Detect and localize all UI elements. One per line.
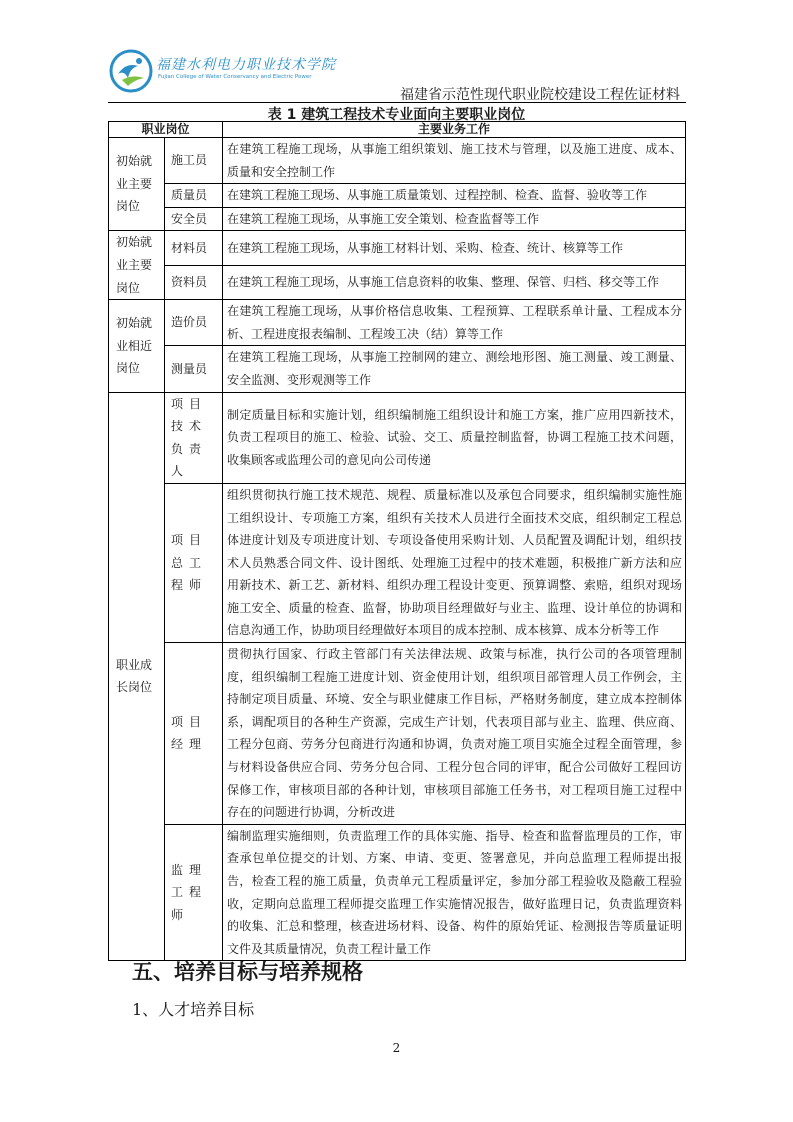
table-row xyxy=(109,483,686,642)
category-cell: 初始就业主要岗位 xyxy=(109,138,165,231)
table-row xyxy=(109,207,686,231)
table-title: 表 1 建筑工程技术专业面向主要职业岗位 xyxy=(267,107,526,123)
section-heading: 五、培养目标与培养规格 xyxy=(132,960,363,984)
table-row xyxy=(109,138,686,184)
role-cell: 造价员 xyxy=(165,300,223,346)
work-cell: 组织贯彻执行施工技术规范、规程、质量标准以及承包合同要求，组织编制实施性施工组织设计、专项施工方案，组织有关技术人员进行全面技术交底，组织制定工程总体进度计划及专项进度计划、专项设备使用采购计划、人员配置及调配计划，组织技术人员熟悉合同文件、设计图纸、处理施工过程中的技术难题，积极推广新方法和应用新技术、新工艺、新材料、组织办理工程设计变更、预算调整、索赔，组织对现场施工安全、质量的检查、监督，协助项目经理做好与业主、监理、设计单位的协调和信息沟通工作，协助项目经理做好本项目的成本控制、成本核算、成本分析等工作 xyxy=(223,483,686,642)
column-header-position: 职业岗位 xyxy=(109,122,223,138)
work-cell: 在建筑工程施工现场，从事价格信息收集、工程预算、工程联系单计量、工程成本分析、工程进度报表编制、工程竣工决（结）算等工作 xyxy=(223,300,686,346)
table-row xyxy=(109,300,686,346)
table-row xyxy=(109,184,686,208)
role-cell: 监理工程师 xyxy=(165,824,223,961)
sub-heading: 1、人才培养目标 xyxy=(132,1000,255,1019)
table-row xyxy=(109,643,686,825)
work-cell: 编制监理实施细则，负责监理工作的具体实施、指导、检查和监督监理员的工作，审查承包单位提交的计划、方案、申请、变更、签署意见，并向总监理工程师提出报告，检查工程的施工质量，负责单元工程质量评定，参加分部工程验收及隐蔽工程验收，定期向总监理工程师提交监理工作实施情况报告，做好监理日记，负责监理资料的收集、汇总和整理，核查进场材料、设备、构件的原始凭证、检测报告等质量证明文件及其质量情况，负责工程计量工作 xyxy=(223,824,686,961)
role-cell: 资料员 xyxy=(165,265,223,299)
category-cell: 初始就业主要岗位 xyxy=(109,231,165,300)
table-row xyxy=(109,824,686,961)
college-logo xyxy=(108,48,336,96)
logo-name-cn: 福建水利电力职业技术学院 xyxy=(156,57,336,73)
table-row xyxy=(109,392,686,483)
work-cell: 在建筑工程施工现场，从事施工安全策划、检查监督等工作 xyxy=(223,207,686,231)
role-cell: 项目技术负责人 xyxy=(165,392,223,483)
work-cell: 贯彻执行国家、行政主管部门有关法律法规、政策与标准，执行公司的各项管理制度，组织编制工程施工进度计划、资金使用计划，组织项目部管理人员工作例会，主持制定项目质量、环境、安全与职业健康工作目标，严格财务制度，建立成本控制体系，调配项目的各种生产资源，完成生产计划，代表项目部与业主、监理、供应商、工程分包商、劳务分包商进行沟通和协调，负责对施工项目实施全过程全面管理，参与材料设备供应合同、劳务分包合同、工程分包合同的评审，配合公司做好工程回访保修工作，审核项目部的各种计划，审核项目部施工任务书，对工程项目施工过程中存在的问题进行协调，分析改进 xyxy=(223,643,686,825)
work-cell: 在建筑工程施工现场，从事施工组织策划、施工技术与管理，以及施工进度、成本、质量和安全控制工作 xyxy=(223,138,686,184)
college-emblem-icon xyxy=(108,48,154,94)
category-cell: 职业成长岗位 xyxy=(109,392,165,961)
work-cell: 在建筑工程施工现场，从事施工控制网的建立、测绘地形图、施工测量、竣工测量、安全监测、变形观测等工作 xyxy=(223,346,686,392)
role-cell: 项目总工程师 xyxy=(165,483,223,642)
role-cell: 材料员 xyxy=(165,231,223,265)
work-cell: 制定质量目标和实施计划，组织编制施工组织设计和施工方案，推广应用四新技术，负责工程项目的施工、检验、试验、交工、质量控制监督，协调工程施工技术问题，收集顾客或监理公司的意见向公司传递 xyxy=(223,392,686,483)
table-row xyxy=(109,231,686,265)
work-cell: 在建筑工程施工现场、从事施工质量策划、过程控制、检查、监督、验收等工作 xyxy=(223,184,686,208)
table-header-row xyxy=(109,122,686,138)
work-cell: 在建筑工程施工现场，从事施工材料计划、采购、检查、统计、核算等工作 xyxy=(223,231,686,265)
job-positions-table xyxy=(108,121,686,961)
logo-name-en: Fujian College of Water Conservancy and Electric Power xyxy=(158,74,312,80)
header-divider xyxy=(108,102,686,103)
role-cell: 施工员 xyxy=(165,138,223,184)
role-cell: 安全员 xyxy=(165,207,223,231)
role-cell: 项目经理 xyxy=(165,643,223,825)
header-text: 福建省示范性现代职业院校建设工程佐证材料 xyxy=(400,87,680,103)
table-row xyxy=(109,346,686,392)
role-cell: 质量员 xyxy=(165,184,223,208)
page-number: 2 xyxy=(392,1041,401,1055)
role-cell: 测量员 xyxy=(165,346,223,392)
category-cell: 初始就业相近岗位 xyxy=(109,300,165,392)
table-row xyxy=(109,265,686,299)
work-cell: 在建筑工程施工现场，从事施工信息资料的收集、整理、保管、归档、移交等工作 xyxy=(223,265,686,299)
column-header-work: 主要业务工作 xyxy=(223,122,686,138)
